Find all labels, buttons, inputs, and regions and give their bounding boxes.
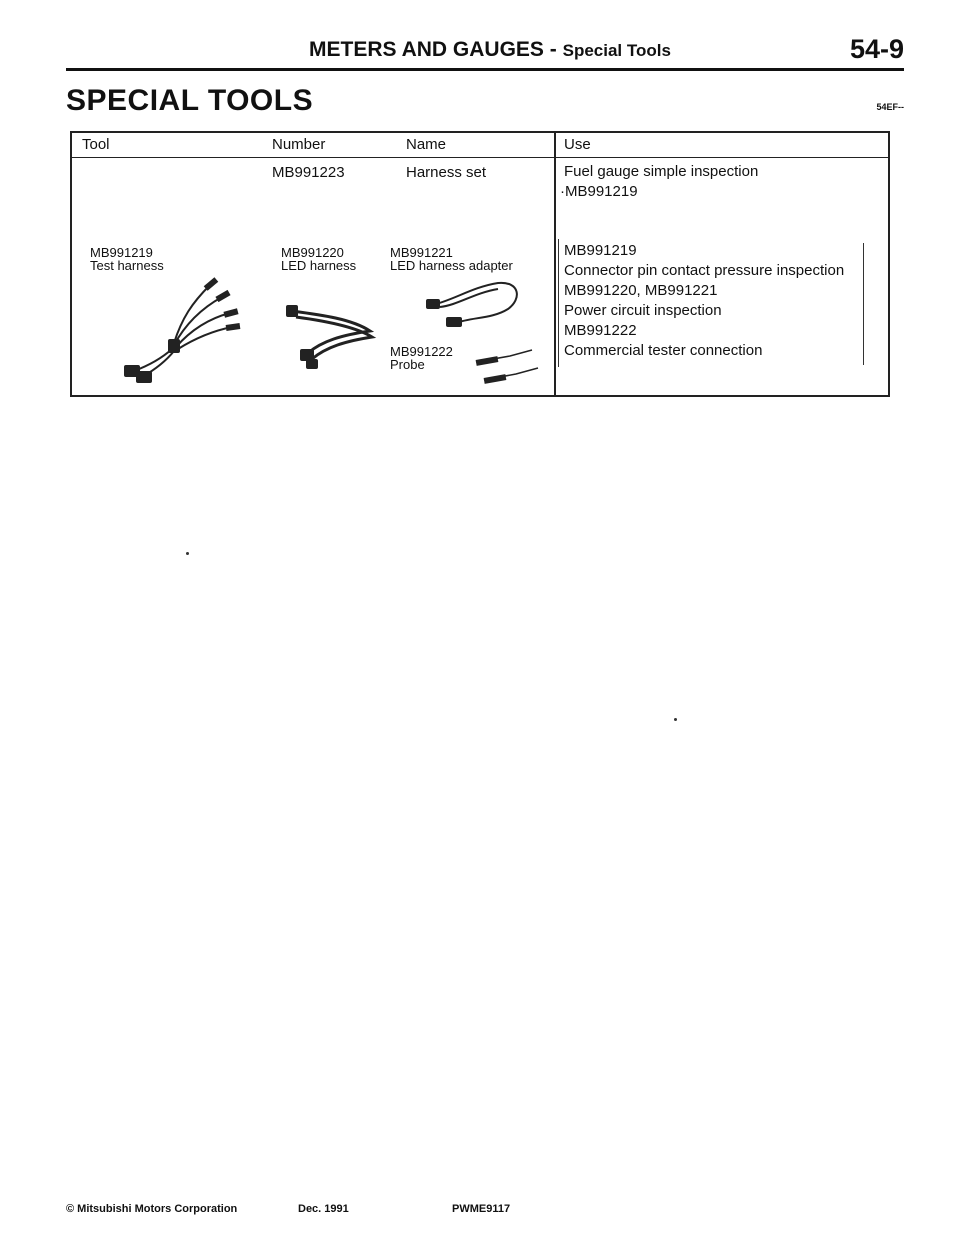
led-adapter-name: LED harness adapter xyxy=(390,258,513,273)
table-header-row xyxy=(72,133,888,158)
probe-number: MB991222 xyxy=(390,344,453,359)
column-header-number: Number xyxy=(272,136,326,153)
harness-set-name: Harness set xyxy=(406,164,487,181)
running-header xyxy=(240,38,740,62)
probe-name: Probe xyxy=(390,357,425,372)
page-number: 54-9 xyxy=(849,34,904,64)
led-adapter-number: MB991221 xyxy=(390,245,453,260)
harness-set-number: MB991223 xyxy=(272,164,345,181)
use-item: Connector pin contact pressure inspection xyxy=(564,262,845,279)
page-title: SPECIAL TOOLS xyxy=(66,84,314,117)
led-adapter-illustration xyxy=(422,277,532,337)
column-header-tool: Tool xyxy=(82,136,110,153)
use-item: MB991220, MB991221 xyxy=(564,282,718,299)
use-item: MB991219 xyxy=(564,242,637,259)
harness-set-use-ref: ·MB991219 xyxy=(560,183,638,200)
use-item: Power circuit inspection xyxy=(564,302,722,319)
use-right-bracket xyxy=(860,243,864,365)
probe-illustration xyxy=(472,348,542,388)
column-divider xyxy=(554,133,556,395)
column-header-name: Name xyxy=(406,136,447,153)
scan-speck xyxy=(186,552,189,555)
scan-speck xyxy=(674,718,677,721)
footer-date: Dec. 1991 xyxy=(298,1203,349,1215)
footer-copyright: © Mitsubishi Motors Corporation xyxy=(66,1203,238,1215)
column-header-use: Use xyxy=(564,136,591,153)
footer-doc-code: PWME9117 xyxy=(452,1203,511,1215)
header-rule xyxy=(66,68,904,71)
use-item: MB991222 xyxy=(564,322,637,339)
section-code: 54EF-- xyxy=(876,102,904,112)
test-harness-illustration xyxy=(112,273,242,383)
led-harness-number: MB991220 xyxy=(281,245,344,260)
led-harness-name: LED harness xyxy=(281,258,357,273)
header-separator: - xyxy=(543,38,563,61)
header-section: METERS AND GAUGES xyxy=(309,38,544,61)
special-tools-table xyxy=(70,131,890,397)
test-harness-number: MB991219 xyxy=(90,245,153,260)
use-left-bracket xyxy=(558,239,563,367)
test-harness-name: Test harness xyxy=(90,258,164,273)
led-harness-illustration xyxy=(282,301,382,371)
use-item: Commercial tester connection xyxy=(564,342,763,359)
harness-set-use: Fuel gauge simple inspection xyxy=(564,163,759,180)
header-subsection: Special Tools xyxy=(562,41,671,60)
